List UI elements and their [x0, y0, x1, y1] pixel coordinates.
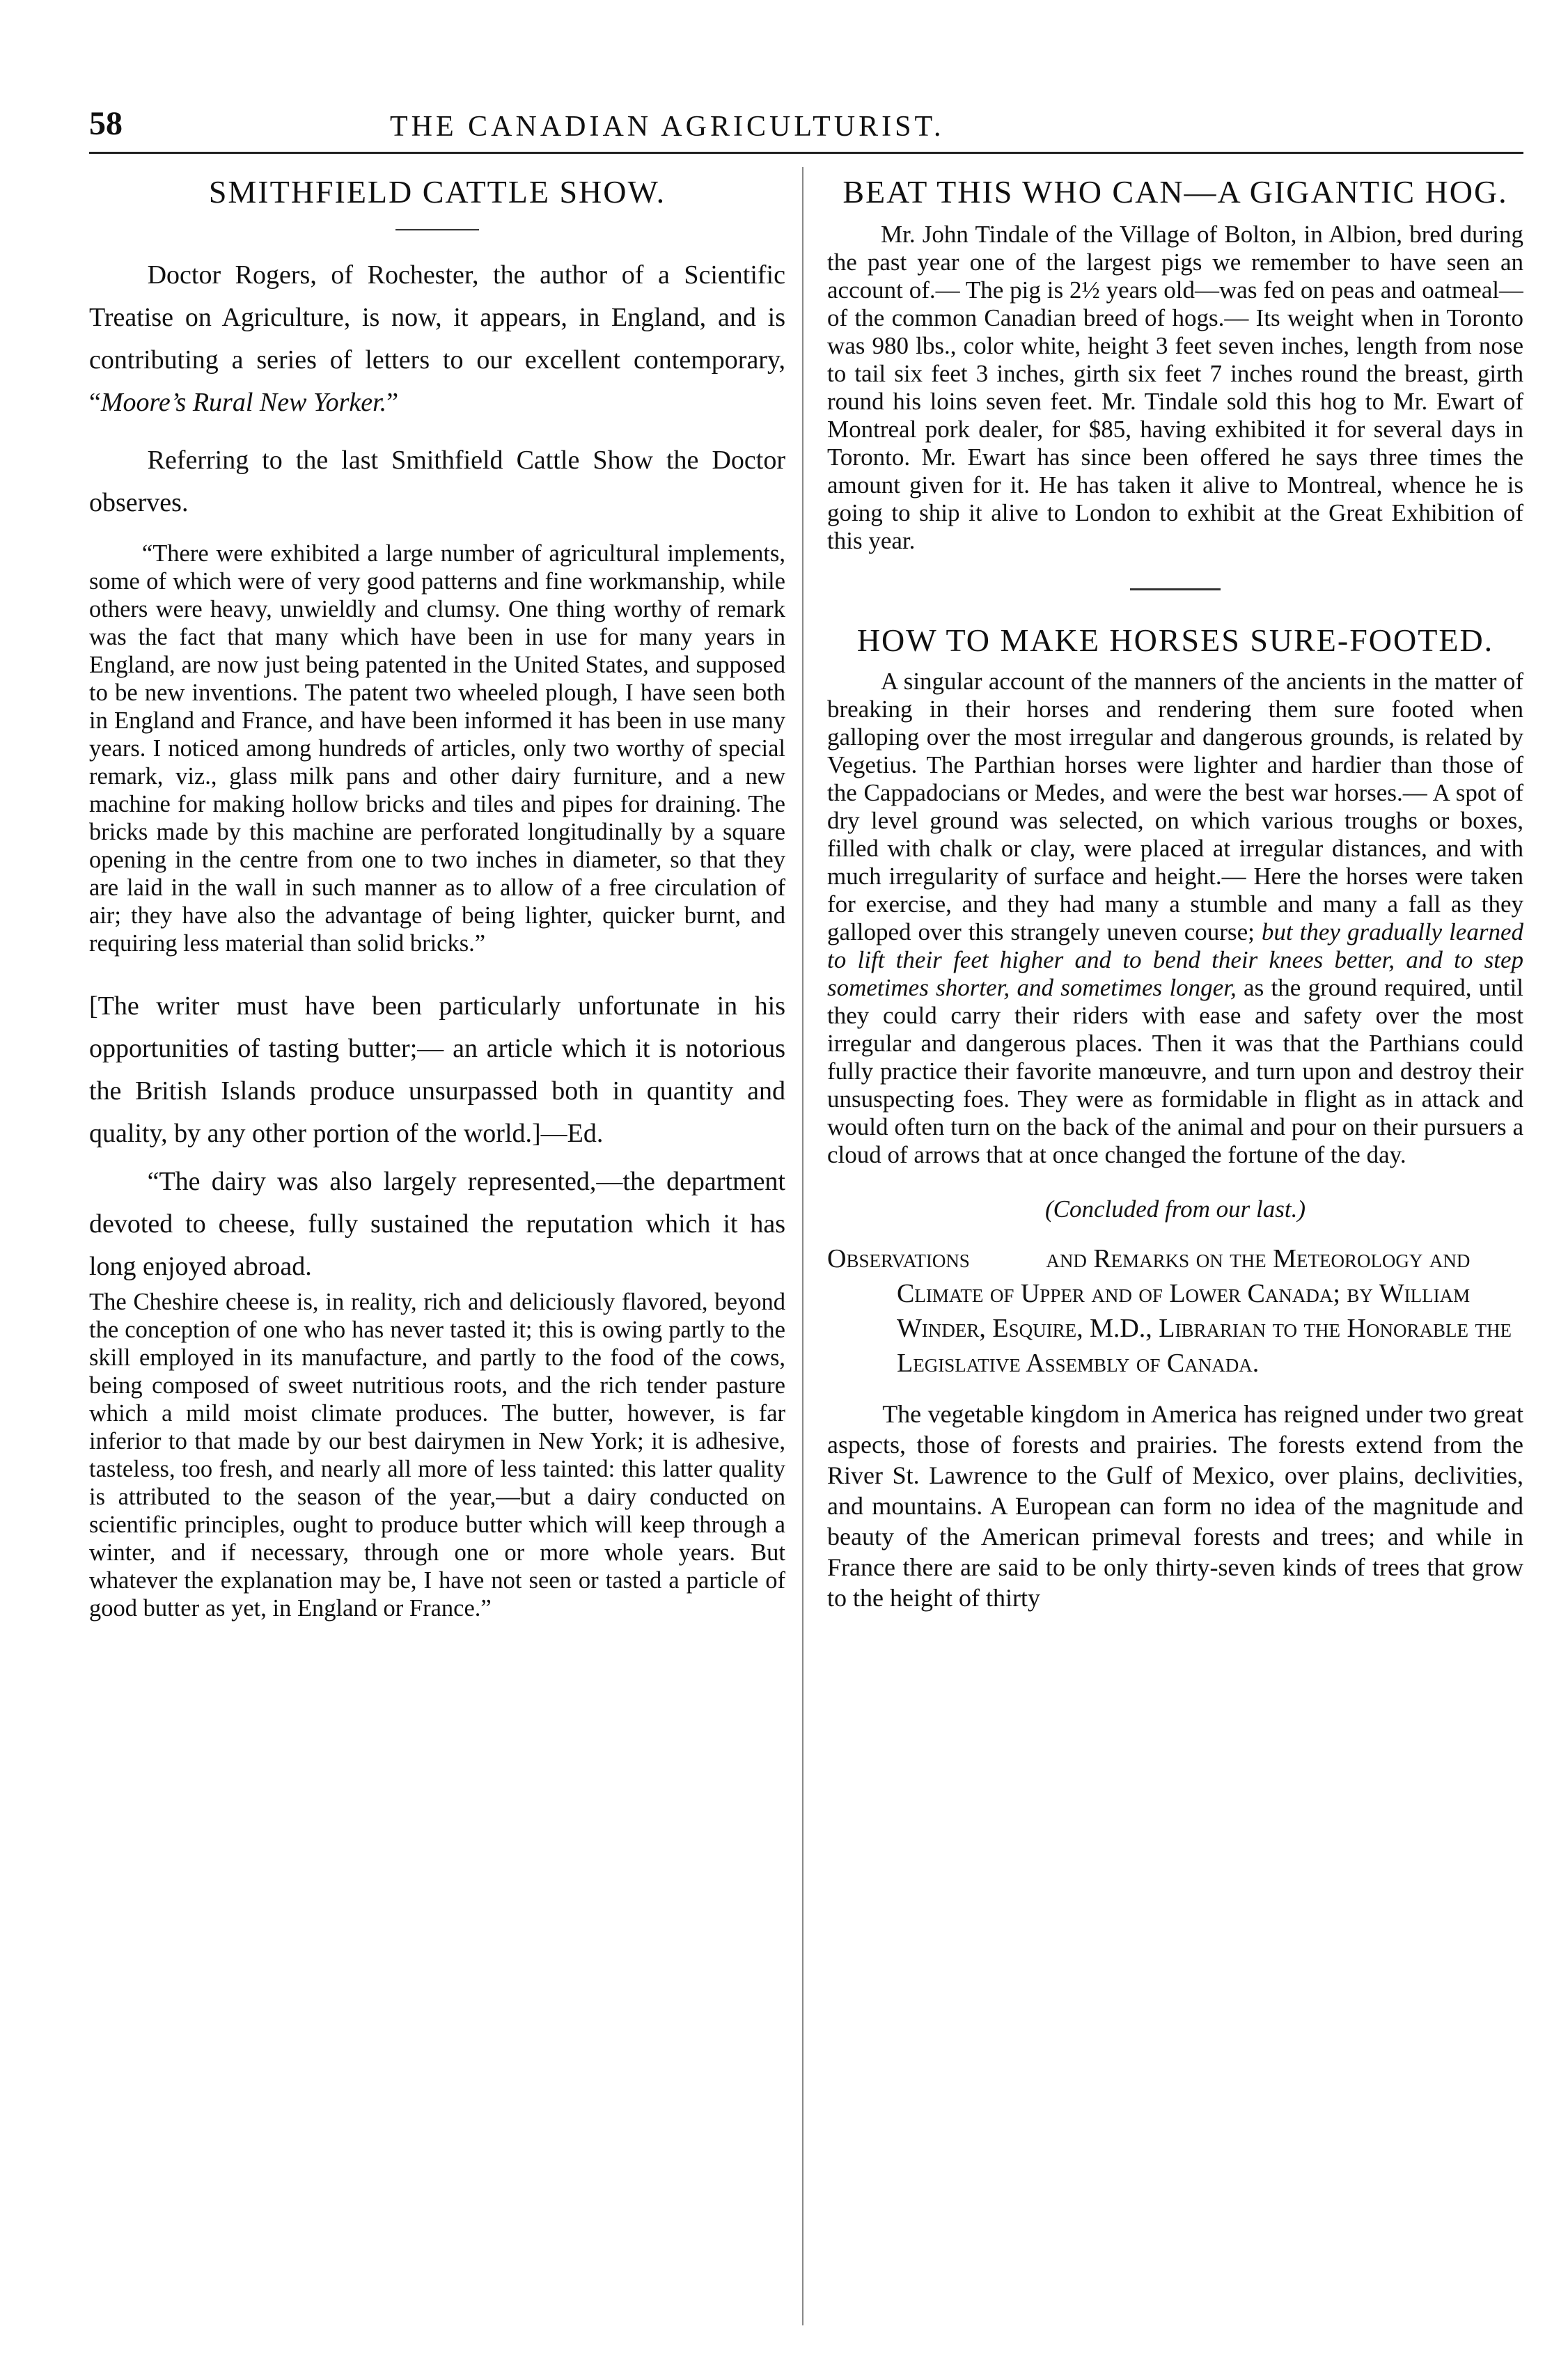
right-column: [827, 174, 1523, 2339]
concluded-note: (Concluded from our last.): [1045, 1195, 1306, 1223]
section-rule: [1130, 588, 1221, 590]
editor-note-paragraph: [The writer must have been particularly unfortunate in his opportunities of tasting butter;— an article which it is notorious the British Islands produce unsurpassed both in quantity and quality, by any other portion of the world.]—Ed.: [89, 991, 785, 1148]
page-number: 58: [89, 105, 123, 142]
rural-new-yorker-title: Moore’s Rural New Yorker.: [100, 387, 387, 417]
column-divider: [802, 167, 803, 2325]
left-column: [89, 174, 785, 2339]
observations-title: and Remarks on the Meteorology and Climate of Upper and of Lower Canada; by William Winder, Esquire, M.D., Librarian to the Honorable the Legislative Assembly of Canada.: [897, 1243, 1512, 1378]
horses-paragraph: [827, 668, 1523, 1169]
heading-rule: [395, 229, 479, 230]
observations-lead: Observations: [827, 1243, 970, 1273]
horses-text-a: A singular account of the manners of the ancients in the matter of breaking in their horses and rendering them sure footed when galloping over the most irregular and dangerous grounds, is related by Vegetius. The Parthian horses were lighter and hardier than those of the Cappadocians or Medes, and were the best war horses.— A spot of dry level ground was selected, on which various troughs or boxes, filled with chalk or clay, were placed at irregular distances, and with much irregularity of surface and height.— Here the horses were taken for exercise, and they had many a stumble and many a fall as they galloped over this strangely uneven course;: [827, 667, 1523, 945]
header-rule: [89, 152, 1523, 154]
dairy-paragraph: “The dairy was also largely represented,—the department devoted to cheese, fully sustained the reputation which it has long enjoyed abroad.: [89, 1166, 785, 1281]
gigantic-hog-heading: BEAT THIS WHO CAN—A GIGANTIC HOG.: [842, 174, 1508, 210]
horses-text-b: as the ground required, until they could carry their riders with ease and safety over the most irregular and dangerous places. Then it was that the Parthians could fully practice their favorite manœuvre, and turn upon and destroy their unsuspecting foes. They were as formidable in flight as in attack and would often turn on the back of the animal and pour on their pursuers a cloud of arrows that at once changed the fortune of the day.: [827, 973, 1523, 1168]
running-title: THE CANADIAN AGRICULTURIST.: [390, 111, 945, 143]
intro-close-quote: ”: [386, 387, 399, 417]
smithfield-heading: SMITHFIELD CATTLE SHOW.: [208, 174, 666, 210]
vegetable-kingdom-paragraph: The vegetable kingdom in America has reigned under two great aspects, those of forests and prairies. The forests extend from the River St. Lawrence to the Gulf of Mexico, over plains, declivities, and mountains. A European can form no idea of the magnitude and beauty of the American primeval forests and trees; and while in France there are said to be only thirty-seven kinds of trees that grow to the height of thirty: [827, 1399, 1523, 1612]
observations-heading: [827, 1241, 1523, 1381]
hog-paragraph: Mr. John Tindale of the Village of Bolton, in Albion, bred during the past year one of the largest pigs we remember to have seen an account of.— The pig is 2½ years old—was fed on peas and oatmeal—of the common Canadian breed of hogs.— Its weight when in Toronto was 980 lbs., color white, height 3 feet seven inches, length from nose to tail six feet 3 inches, girth six feet 7 inches round the breast, girth round his loins seven feet. Mr. Tindale sold this hog to Mr. Ewart of Montreal pork dealer, for $85, having exhibited it for several days in Toronto. Mr. Ewart has since been offered he says three times the amount given for it. He has taken it alive to Montreal, whence he is going to ship it alive to London to exhibit at the Great Exhibition of this year.: [827, 220, 1523, 554]
doctor-observes-paragraph: Referring to the last Smithfield Cattle Show the Doctor observes.: [89, 445, 785, 517]
sure-footed-heading: HOW TO MAKE HORSES SURE-FOOTED.: [856, 622, 1494, 658]
cheshire-cheese-paragraph: The Cheshire cheese is, in reality, rich and deliciously flavored, beyond the conception of one who has never tasted it; this is owing partly to the skill employed in its manufacture, and partly to the food of the cows, being composed of sweet nutritious roots, and the rich tender pasture which a mild moist climate produces. The butter, however, is far inferior to that made by our best dairymen in New York; it is adhesive, tasteless, too fresh, and nearly all more of less tainted: this latter quality is attributed to the season of the year,—but a dairy conducted on scientific principles, ought to produce butter which will keep through a winter, and if necessary, through one or more whole years. But whatever the explanation may be, I have not seen or tasted a particle of good butter as yet, in England or France.”: [89, 1288, 785, 1622]
smithfield-intro-paragraph: [89, 254, 785, 424]
intro-text: Doctor Rogers, of Rochester, the author of a Scientific Treatise on Agriculture, is now, it appears, in England, and is contributing a series of letters to our excellent contemporary, “: [89, 260, 785, 417]
implements-quote-paragraph: “There were exhibited a large number of agricultural implements, some of which were of very good patterns and fine workmanship, while others were heavy, unwieldly and clumsy. One thing worthy of remark was the fact that many which have been in use for many years in England, are now just being patented in the United States, and supposed to be new inventions. The patent two wheeled plough, I have seen both in England and France, and have been informed it has been in use many years. I noticed among hundreds of articles, only two worthy of special remark, viz., glass milk pans and other dairy furniture, and a new machine for making hollow bricks and tiles and pipes for draining. The bricks made by this machine are perforated longitudinally by a square opening in the centre from one to two inches in diameter, so that they are laid in the wall in such manner as to allow of a free circulation of air; they have also the advantage of being lighter, quicker burnt, and requiring less material than solid bricks.”: [89, 540, 785, 957]
horses-italic-text: but they gradually learned to lift their feet higher and to bend their knees better, and to step sometimes shorter, and sometimes longer,: [827, 918, 1523, 1001]
